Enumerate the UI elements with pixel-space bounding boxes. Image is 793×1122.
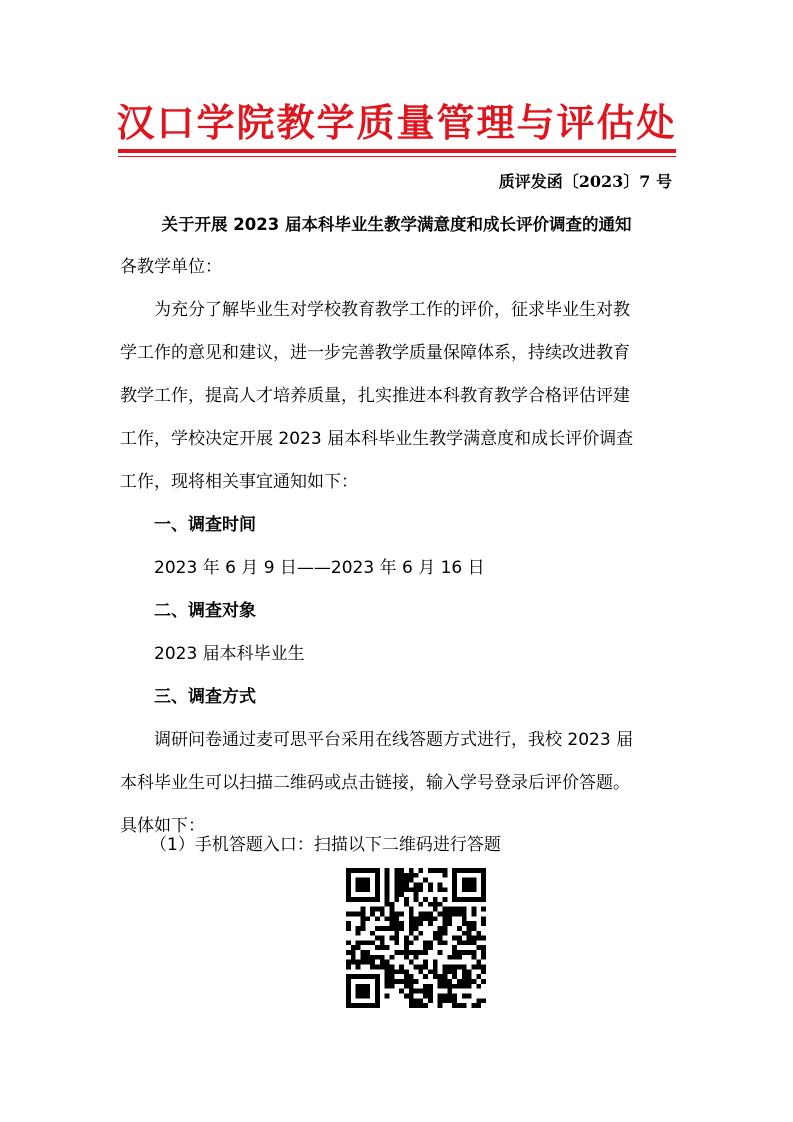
intro-line: 工作，学校决定开展 2023 届本科毕业生教学满意度和成长评价调查 xyxy=(120,429,634,449)
section-heading-target: 二、调查对象 xyxy=(154,601,256,621)
intro-line: 工作，现将相关事宜通知如下： xyxy=(120,472,358,492)
recipient-line: 各教学单位： xyxy=(120,257,222,277)
notice-title: 关于开展 2023 届本科毕业生教学满意度和成长评价调查的通知 xyxy=(161,215,632,234)
intro-line: 学工作的意见和建议，进一步完善教学质量保障体系，持续改进教育 xyxy=(120,343,630,363)
mobile-entry-instruction: （1）手机答题入口：扫描以下二维码进行答题 xyxy=(150,835,501,855)
survey-target: 2023 届本科毕业生 xyxy=(154,644,305,664)
intro-line: 教学工作，提高人才培养质量，扎实推进本科教育教学合格评估评建 xyxy=(120,386,630,406)
qr-code[interactable] xyxy=(346,868,486,1008)
method-line: 本科毕业生可以扫描二维码或点击链接，输入学号登录后评价答题。 xyxy=(120,773,630,793)
method-line: 调研问卷通过麦可思平台采用在线答题方式进行，我校 2023 届 xyxy=(154,730,634,750)
document-number: 质评发函〔2023〕7 号 xyxy=(498,172,672,191)
method-line: 具体如下： xyxy=(120,816,205,836)
letterhead-title: 汉口学院教学质量管理与评估处 xyxy=(116,100,677,145)
letterhead-rule-thick xyxy=(118,149,676,153)
section-heading-time: 一、调查时间 xyxy=(154,515,256,535)
survey-period: 2023 年 6 月 9 日——2023 年 6 月 16 日 xyxy=(154,558,485,578)
letterhead-rule-thin xyxy=(118,156,676,157)
intro-line: 为充分了解毕业生对学校教育教学工作的评价，征求毕业生对教 xyxy=(154,300,630,320)
section-heading-method: 三、调查方式 xyxy=(154,687,256,707)
